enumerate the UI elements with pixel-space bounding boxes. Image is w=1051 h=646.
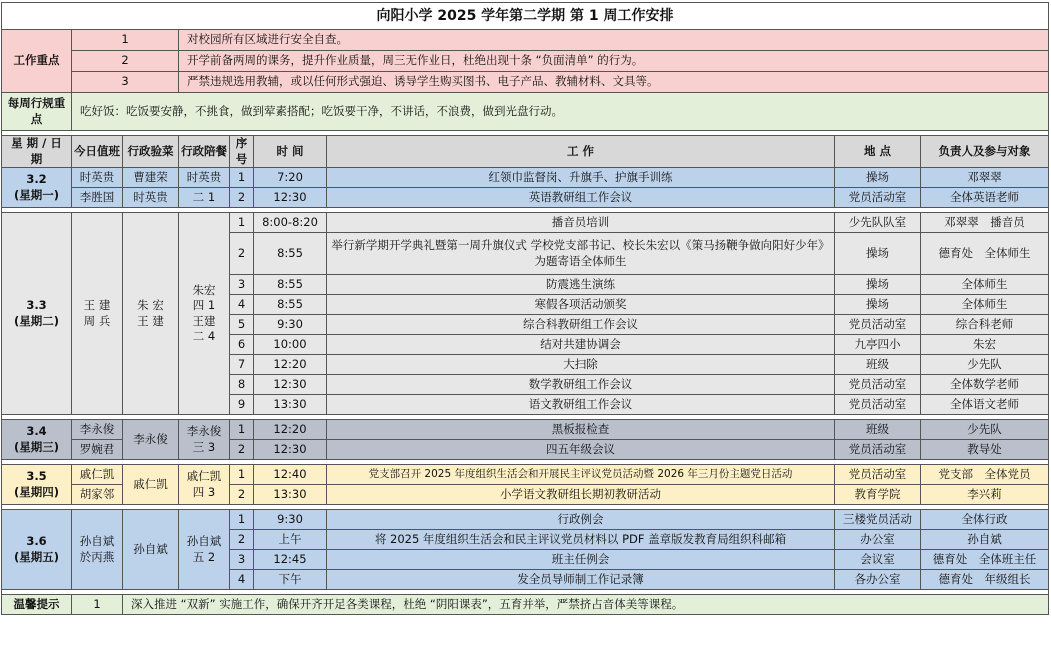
duty-cell: [72, 510, 123, 590]
acc-name: 朱宏: [192, 282, 216, 297]
row-place: 党员活动室: [835, 465, 921, 485]
day-weekday: (星期二): [13, 313, 59, 328]
row-owner: 全体师生: [921, 295, 1049, 315]
row-time: 12:30: [254, 188, 327, 208]
row-owner: 朱宏: [921, 335, 1049, 355]
duty-cell: 时英贵: [72, 168, 123, 188]
row-time: 12:30: [254, 440, 327, 460]
row-time: 12:45: [254, 550, 327, 570]
row-owner: 德育处 全体班主任: [921, 550, 1049, 570]
row-work: 防震逃生演练: [327, 275, 835, 295]
row-owner: 邓翠翠: [921, 168, 1049, 188]
accompany-cell: [179, 213, 230, 415]
meal-name: 王 建: [137, 313, 164, 328]
row-place: 少先队队室: [835, 213, 921, 233]
row-work: 行政例会: [327, 510, 835, 530]
row-work: 四五年级会议: [327, 440, 835, 460]
row-owner: 邓翠翠 播音员: [921, 213, 1049, 233]
row-time: 10:00: [254, 335, 327, 355]
weekly-text: 吃好饭：吃饭要安静，不挑食，做到荤素搭配；吃饭要干净，不讲话，不浪费，做到光盘行动。: [72, 93, 1049, 131]
day-date-cell: [2, 168, 72, 208]
row-no: 6: [230, 335, 254, 355]
row-time: 9:30: [254, 510, 327, 530]
day-weekday: (星期三): [13, 439, 59, 454]
accompany-cell: 时英贵: [179, 168, 230, 188]
meal-cell: 时英贵: [123, 188, 179, 208]
row-work: 综合科教研组工作会议: [327, 315, 835, 335]
day-date-cell: [2, 465, 72, 505]
row-no: 4: [230, 570, 254, 590]
row-no: 2: [230, 530, 254, 550]
row-time: 8:55: [254, 233, 327, 275]
row-work: 班主任例会: [327, 550, 835, 570]
meal-cell: 孙自斌: [123, 510, 179, 590]
duty-name: 孙自斌: [79, 534, 115, 549]
row-work: 播音员培训: [327, 213, 835, 233]
schedule-table: [1, 2, 1049, 615]
row-owner: 全体师生: [921, 275, 1049, 295]
row-place: 党员活动室: [835, 315, 921, 335]
duty-cell: 李永俊: [72, 420, 123, 440]
page-title: 向阳小学 2025 学年第二学期 第 1 周工作安排: [2, 3, 1049, 30]
row-time: 8:55: [254, 275, 327, 295]
row-time: 12:40: [254, 465, 327, 485]
row-time: 12:20: [254, 420, 327, 440]
meal-cell: 戚仁凯: [123, 465, 179, 505]
row-place: 班级: [835, 355, 921, 375]
row-work: 大扫除: [327, 355, 835, 375]
row-work: 黑板报检查: [327, 420, 835, 440]
row-no: 1: [230, 510, 254, 530]
row-place: 各办公室: [835, 570, 921, 590]
day-weekday: (星期一): [13, 187, 59, 202]
day-date-cell: [2, 420, 72, 460]
day-date: 3.4: [26, 424, 47, 439]
focus-text: 开学前备两周的课务，提升作业质量，周三无作业日，杜绝出现十条 “负面清单” 的行为。: [179, 51, 1049, 72]
row-work: 数学教研组工作会议: [327, 375, 835, 395]
row-no: 2: [230, 485, 254, 505]
meal-name: 朱 宏: [137, 298, 164, 313]
acc-class: 五 2: [192, 549, 216, 564]
header-time: 时 间: [254, 136, 327, 168]
row-work: 小学语文教研组长期初教研活动: [327, 485, 835, 505]
row-place: 党员活动室: [835, 375, 921, 395]
focus-no: 3: [72, 72, 179, 93]
day-date: 3.5: [26, 469, 47, 484]
row-place: 操场: [835, 275, 921, 295]
tip-no: 1: [72, 595, 123, 615]
row-place: 操场: [835, 168, 921, 188]
day-weekday: (星期五): [13, 549, 59, 564]
row-owner: 全体行政: [921, 510, 1049, 530]
row-no: 1: [230, 465, 254, 485]
row-place: 操场: [835, 295, 921, 315]
row-no: 9: [230, 395, 254, 415]
day-date: 3.3: [26, 298, 47, 313]
row-no: 1: [230, 420, 254, 440]
meal-cell: 李永俊: [123, 420, 179, 460]
row-no: 7: [230, 355, 254, 375]
header-work: 工 作: [327, 136, 835, 168]
day-weekday: (星期四): [13, 484, 59, 499]
row-owner: 教导处: [921, 440, 1049, 460]
duty-cell: 胡家邻: [72, 485, 123, 505]
row-place: 党员活动室: [835, 395, 921, 415]
row-time: 12:30: [254, 375, 327, 395]
header-date: 星 期 / 日 期: [2, 136, 72, 168]
header-place: 地 点: [835, 136, 921, 168]
day-date: 3.6: [26, 534, 47, 549]
row-owner: 少先队: [921, 420, 1049, 440]
acc-class: 三 3: [192, 439, 216, 454]
duty-name: 周 兵: [83, 313, 111, 328]
row-owner: 党支部 全体党员: [921, 465, 1049, 485]
row-place: 会议室: [835, 550, 921, 570]
row-place: 班级: [835, 420, 921, 440]
duty-cell: 罗婉君: [72, 440, 123, 460]
focus-no: 1: [72, 30, 179, 51]
row-no: 1: [230, 168, 254, 188]
accompany-cell: [179, 465, 230, 505]
duty-cell: 戚仁凯: [72, 465, 123, 485]
row-place: 党员活动室: [835, 188, 921, 208]
row-time: 上午: [254, 530, 327, 550]
row-work: 语文教研组工作会议: [327, 395, 835, 415]
row-work: 寒假各项活动颁奖: [327, 295, 835, 315]
row-owner: 全体数学老师: [921, 375, 1049, 395]
day-date-cell: [2, 510, 72, 590]
duty-cell: [72, 213, 123, 415]
row-no: 3: [230, 275, 254, 295]
row-owner: 少先队: [921, 355, 1049, 375]
row-work: 结对共建协调会: [327, 335, 835, 355]
row-no: 1: [230, 213, 254, 233]
accompany-cell: [179, 420, 230, 460]
weekly-label: 每周行规重点: [2, 93, 72, 131]
tip-text: 深入推进 “双新” 实施工作，确保开齐开足各类课程，杜绝 “阴阳课表”，五育并举，严禁挤占音体美等课程。: [123, 595, 1049, 615]
acc-class: 四 3: [192, 484, 216, 499]
acc-class: 二 4: [192, 329, 216, 344]
header-no: 序号: [230, 136, 254, 168]
accompany-cell: [179, 510, 230, 590]
row-no: 2: [230, 233, 254, 275]
row-place: 办公室: [835, 530, 921, 550]
row-owner: 孙自斌: [921, 530, 1049, 550]
acc-class: 四 1: [192, 298, 216, 313]
focus-text: 对校园所有区域进行安全自查。: [179, 30, 1049, 51]
focus-text: 严禁违规选用教辅，或以任何形式强迫、诱导学生购买图书、电子产品、教辅材料、文具等。: [179, 72, 1049, 93]
row-no: 2: [230, 440, 254, 460]
row-time: 下午: [254, 570, 327, 590]
row-place: 教育学院: [835, 485, 921, 505]
row-place: 九亭四小: [835, 335, 921, 355]
row-owner: 全体英语老师: [921, 188, 1049, 208]
row-time: 13:30: [254, 395, 327, 415]
row-work: 举行新学期开学典礼暨第一周升旗仪式 学校党支部书记、校长朱宏以《策马扬鞭争做向阳好少年》为题寄语全体师生: [327, 233, 835, 275]
row-no: 5: [230, 315, 254, 335]
day-date: 3.2: [26, 172, 47, 187]
row-no: 3: [230, 550, 254, 570]
focus-label: 工作重点: [2, 30, 72, 93]
duty-name: 於丙燕: [79, 549, 115, 564]
row-owner: 德育处 全体师生: [921, 233, 1049, 275]
header-meal: 行政验菜: [123, 136, 179, 168]
row-place: 三楼党员活动: [835, 510, 921, 530]
row-owner: 李兴莉: [921, 485, 1049, 505]
tip-label: 温馨提示: [2, 595, 72, 615]
row-work: 发全员导师制工作记录簿: [327, 570, 835, 590]
row-time: 12:20: [254, 355, 327, 375]
header-accompany: 行政陪餐: [179, 136, 230, 168]
row-owner: 综合科老师: [921, 315, 1049, 335]
row-no: 2: [230, 188, 254, 208]
row-place: 党员活动室: [835, 440, 921, 460]
header-duty: 今日值班: [72, 136, 123, 168]
acc-name: 王建: [192, 313, 216, 328]
row-no: 4: [230, 295, 254, 315]
row-owner: 全体语文老师: [921, 395, 1049, 415]
row-time: 13:30: [254, 485, 327, 505]
day-date-cell: [2, 213, 72, 415]
acc-name: 孙自斌: [186, 534, 222, 549]
row-work: 将 2025 年度组织生活会和民主评议党员材料以 PDF 盖章版发教育局组织科邮箱: [327, 530, 835, 550]
row-owner: 德育处 年级组长: [921, 570, 1049, 590]
duty-cell: 李胜国: [72, 188, 123, 208]
acc-name: 戚仁凯: [186, 469, 222, 484]
header-owner: 负责人及参与对象: [921, 136, 1049, 168]
duty-name: 王 建: [83, 298, 111, 313]
acc-name: 李永俊: [186, 424, 222, 439]
row-time: 7:20: [254, 168, 327, 188]
row-time: 8:00-8:20: [254, 213, 327, 233]
meal-cell: [123, 213, 179, 415]
row-time: 8:55: [254, 295, 327, 315]
accompany-cell: 二 1: [179, 188, 230, 208]
meal-cell: 曹建荣: [123, 168, 179, 188]
focus-no: 2: [72, 51, 179, 72]
row-work: 红领巾监督岗、升旗手、护旗手训练: [327, 168, 835, 188]
row-work: 英语教研组工作会议: [327, 188, 835, 208]
row-no: 8: [230, 375, 254, 395]
row-time: 9:30: [254, 315, 327, 335]
row-place: 操场: [835, 233, 921, 275]
row-work: 党支部召开 2025 年度组织生活会和开展民主评议党员活动暨 2026 年三月份主题党日活动: [327, 465, 835, 485]
